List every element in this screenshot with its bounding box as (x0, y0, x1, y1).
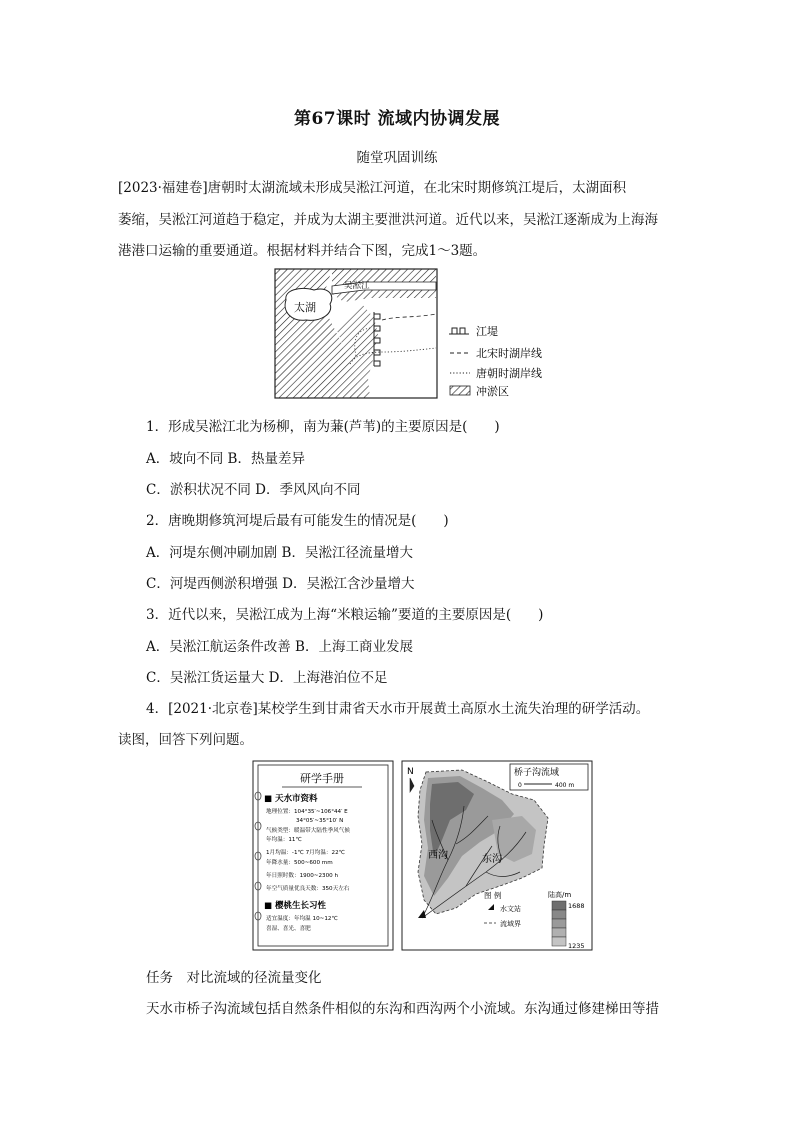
handbook-row-1: 地理位置：104°35′~106°44′ E (266, 809, 348, 815)
question-2-options-cd: C．河堤西侧淤积增强 D．吴淞江含沙量增大 (146, 576, 415, 592)
lake-label: 太湖 (294, 301, 316, 314)
elevation-label: 陆高/m (548, 891, 572, 899)
intro-line-2: 萎缩，吴淞江河道趋于稳定，并成为太湖主要泄洪河道。近代以来，吴淞江逐渐成为上海海 (118, 212, 658, 228)
question-3-stem: 3．近代以来，吴淞江成为上海“米粮运输”要道的主要原因是( ) (146, 607, 544, 623)
handbook-section-2: ■ 樱桃生长习性 (264, 901, 326, 911)
handbook-row-8: 年空气质量优良天数：350天左右 (266, 886, 350, 892)
basin-map-title: 桥子沟流域 (514, 768, 560, 778)
intro-line-1: [2023·福建卷]唐朝时太湖流域未形成吴淞江河道，在北宋时期修筑江堤后，太湖面积 (118, 180, 627, 196)
page-subtitle: 随堂巩固训练 (356, 150, 438, 166)
legend-silt: 冲淤区 (476, 385, 509, 398)
west-gully-label: 西沟 (428, 850, 448, 861)
question-4-line-1: 4．[2021·北京卷]某校学生到甘肃省天水市开展黄土高原水土流失治理的研学活动。 (146, 701, 650, 717)
handbook-row-6: 年降水量：500~600 mm (266, 860, 333, 866)
elevation-min: 1235 (568, 942, 585, 950)
legend-title: 图 例 (484, 891, 502, 900)
elevation-ramp (552, 937, 566, 946)
page-title: 第67课时 流域内协调发展 (293, 109, 501, 129)
river-label: 吴淞江 (344, 281, 370, 291)
handbook-row-2: 34°05′~35°10′ N (296, 818, 344, 824)
handbook-row-7: 年日照时数：1900~2300 h (266, 873, 339, 879)
elevation-max: 1688 (568, 902, 585, 910)
legend-station: 水文站 (500, 905, 521, 913)
levee-legend-icon (449, 328, 469, 334)
handbook-row-5: 1月均温：-1℃ 7月均温：22℃ (266, 850, 345, 856)
north-label: N (407, 767, 414, 777)
handbook-row-10: 喜湿、喜光、喜肥 (266, 926, 311, 932)
handbook-title: 研学手册 (300, 772, 344, 785)
silt-legend-icon (450, 386, 470, 395)
handbook-row-9: 适宜温度：年均温 10~12℃ (266, 916, 338, 922)
task-label: 任务 对比流域的径流量变化 (146, 970, 322, 986)
handbook-section-1: ■ 天水市资料 (264, 794, 318, 804)
handbook-row-3: 气候类型：暖温带大陆性季风气候 (266, 828, 350, 834)
legend-boundary: 流域界 (500, 920, 521, 928)
question-1-options-cd: C．淤积状况不同 D．季风风向不同 (146, 482, 361, 498)
question-1-stem: 1．形成吴淞江北为杨柳，南为蒹(芦苇)的主要原因是( ) (146, 419, 500, 435)
question-2-stem: 2．唐晚期修筑河堤后最有可能发生的情况是( ) (146, 513, 449, 529)
task-text: 天水市桥子沟流域包括自然条件相似的东沟和西沟两个小流域。东沟通过修建梯田等措 (146, 1001, 659, 1017)
scale-zero: 0 (518, 782, 522, 789)
taihu-map-figure (274, 268, 586, 401)
figure1-legend (449, 324, 542, 398)
legend-tang-shore: 唐朝时湖岸线 (476, 367, 542, 380)
question-2-options-ab: A．河堤东侧冲刷加剧 B．吴淞江径流量增大 (146, 545, 413, 561)
handbook-row-4: 年均温：11℃ (266, 837, 302, 843)
east-gully-label: 东沟 (482, 854, 502, 865)
legend-levee: 江堤 (476, 325, 498, 338)
question-3-options-ab: A．吴淞江航运条件改善 B．上海工商业发展 (146, 639, 413, 655)
scale-length: 400 m (555, 782, 575, 789)
tianshui-figure (252, 760, 594, 952)
question-4-line-2: 读图，回答下列问题。 (118, 732, 253, 748)
legend-song-shore: 北宋时湖岸线 (476, 347, 542, 360)
question-1-options-ab: A．坡向不同 B．热量差异 (146, 451, 305, 467)
intro-line-3: 港港口运输的重要通道。根据材料并结合下图，完成1～3题。 (118, 243, 487, 259)
question-3-options-cd: C．吴淞江货运量大 D．上海港泊位不足 (146, 670, 388, 686)
